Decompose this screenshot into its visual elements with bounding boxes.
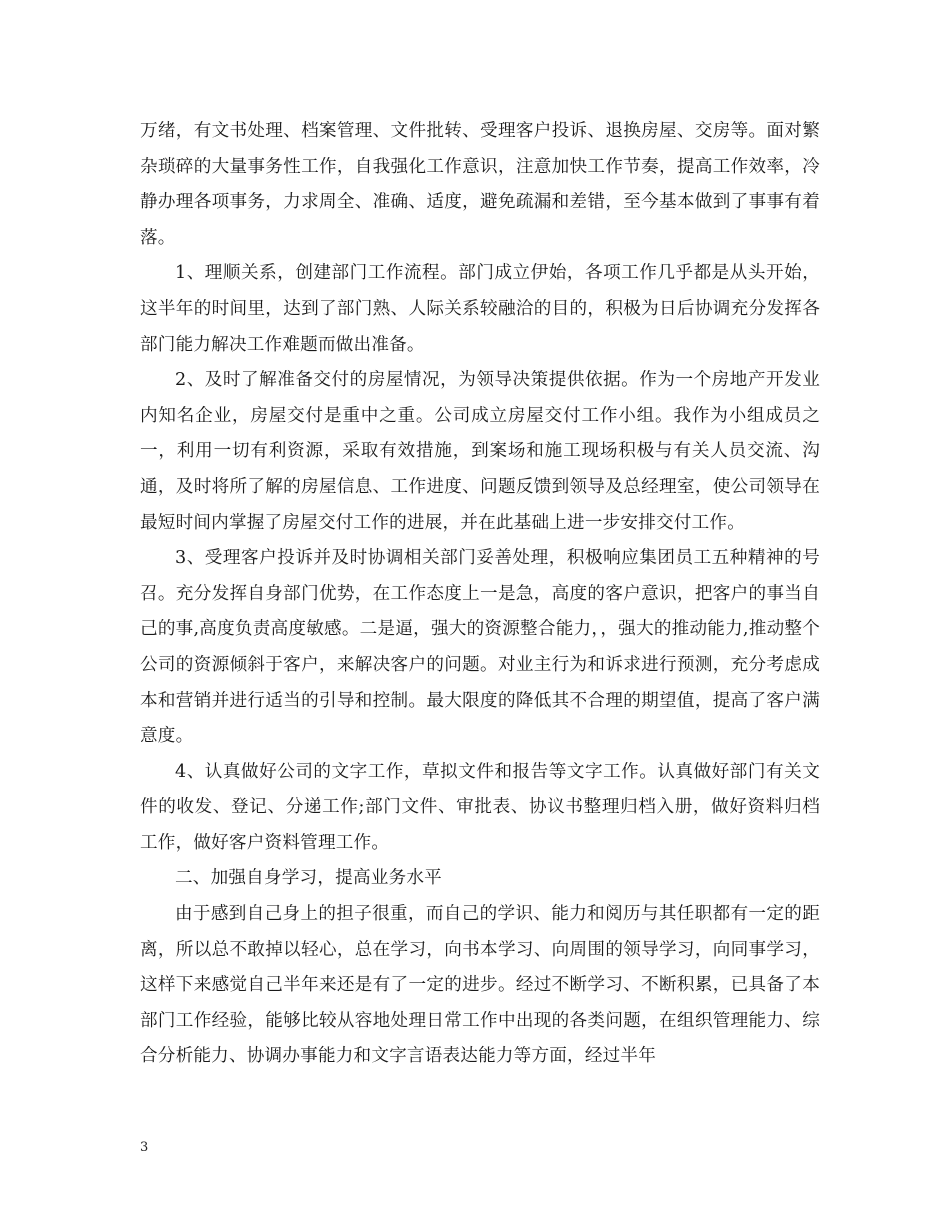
paragraph-7: 由于感到自己身上的担子很重，而自己的学识、能力和阅历与其任职都有一定的距离，所以总不敢掉以轻心，总在学习，向书本学习、向周围的领导学习，向同事学习，这样下来感觉自己半年来还是有了一定的进步。经过不断学习、不断积累，已具备了本部门工作经验，能够比较从容地处理日常工作中出现的各类问题，在组织管理能力、综合分析能力、协调办事能力和文字言语表达能力等方面，经过半年 xyxy=(140,904,820,1067)
paragraph-1: 万绪，有文书处理、档案管理、文件批转、受理客户投诉、退换房屋、交房等。面对繁杂琐碎的大量事务性工作，自我强化工作意识，注意加快工作节奏，提高工作效率，冷静办理各项事务，力求周全、准确、适度，避免疏漏和差错，至今基本做到了事事有着落。 xyxy=(140,121,820,248)
section-heading: 二、加强自身学习，提高业务水平 xyxy=(175,868,442,889)
document-body xyxy=(140,114,820,1075)
paragraph-2: 1、理顺关系，创建部门工作流程。部门成立伊始，各项工作几乎都是从头开始，这半年的时间里，达到了部门熟、人际关系较融洽的目的，积极为日后协调充分发挥各部门能力解决工作难题而做出准备。 xyxy=(140,263,820,355)
paragraph-3: 2、及时了解准备交付的房屋情况，为领导决策提供依据。作为一个房地产开发业内知名企业，房屋交付是重中之重。公司成立房屋交付工作小组。我作为小组成员之一，利用一切有利资源，采取有效措施，到案场和施工现场积极与有关人员交流、沟通，及时将所了解的房屋信息、工作进度、问题反馈到领导及总经理室，使公司领导在最短时间内掌握了房屋交付工作的进展，并在此基础上进一步安排交付工作。 xyxy=(140,370,820,533)
paragraph-5: 4、认真做好公司的文字工作，草拟文件和报告等文字工作。认真做好部门有关文件的收发、登记、分递工作;部门文件、审批表、协议书整理归档入册，做好资料归档工作，做好客户资料管理工作。 xyxy=(140,761,820,853)
paragraph-4: 3、受理客户投诉并及时协调相关部门妥善处理，积极响应集团员工五种精神的号召。充分发挥自身部门优势，在工作态度上一是急，高度的客户意识，把客户的事当自己的事,高度负责高度敏感。二是逼，强大的资源整合能力，，强大的推动能力,推动整个公司的资源倾斜于客户，来解决客户的问题。对业主行为和诉求进行预测，充分考虑成本和营销并进行适当的引导和控制。最大限度的降低其不合理的期望值，提高了客户满意度。 xyxy=(140,548,820,747)
page-number: 3 xyxy=(140,1140,149,1155)
